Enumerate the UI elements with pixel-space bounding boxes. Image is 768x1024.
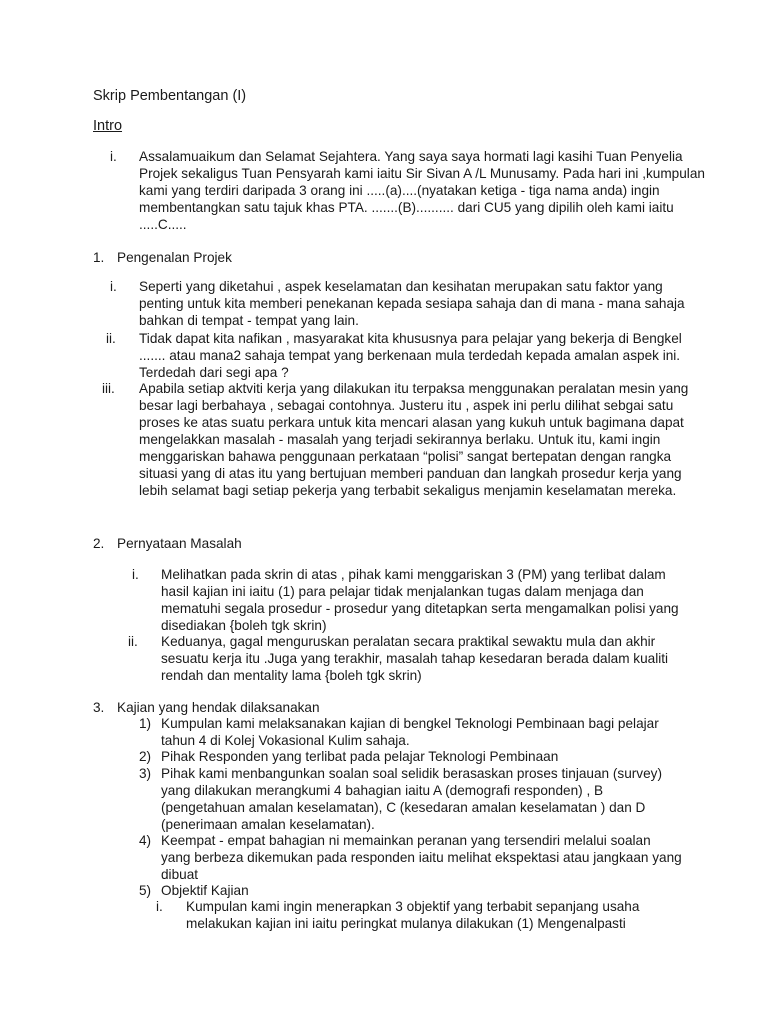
list-number: 4) xyxy=(139,833,152,848)
list-number: 5) xyxy=(139,883,152,898)
section-number: 1. xyxy=(93,250,105,265)
intro-heading: Intro xyxy=(93,118,123,134)
list-item xyxy=(93,278,693,329)
list-number: ii. xyxy=(106,331,116,346)
list-item xyxy=(93,330,693,381)
list-text: Keduanya, gagal menguruskan peralatan secara praktikal sewaktu mula dan akhir sesuatu kerja itu .Juga yang terakhir, masalah tahap kesedaran berada dalam kualiti rendah dan mentality lama {boleh tgk skrin) xyxy=(161,634,669,683)
list-text: Keempat - empat bahagian ni memainkan peranan yang tersendiri melalui soalan yang berbeza dikemukan pada responden iaitu melihat ekspektasi atau jangkaan yang dibuat xyxy=(161,833,682,882)
section-title: Pernyataan Masalah xyxy=(117,536,242,551)
list-text: Tidak dapat kita nafikan , masyarakat kita khususnya para pelajar yang bekerja di Bengkel ....... atau mana2 sahaja tempat yang berkenaan mula terdedah kepada amalan aspek ini. Terdedah dari segi apa ? xyxy=(139,331,682,380)
list-item xyxy=(93,832,693,883)
list-text: Kumpulan kami ingin menerapkan 3 objektif yang terbabit sepanjang usaha melakukan kajian ini iaitu peringkat mulanya dilakukan (1) Mengenalpasti xyxy=(186,899,640,931)
list-item xyxy=(93,633,693,684)
list-number: i. xyxy=(110,279,117,294)
section-title: Kajian yang hendak dilaksanakan xyxy=(117,700,320,715)
list-text: Assalamuaikum dan Selamat Sejahtera. Yang saya saya hormati lagi kasihi Tuan Penyelia Projek sekaligus Tuan Pensyarah kami iaitu Sir Sivan A /L Munusamy. Pada hari ini ,kumpulan kami yang terdiri daripada 3 orang ini .....(a)....(nyatakan ketiga - tiga nama anda) ingin membentangkan satu tajuk khas PTA. .......(B).......... dari CU5 yang dipilih oleh kami iaitu .....C..... xyxy=(139,149,705,232)
list-number: i. xyxy=(132,567,139,582)
section-heading-3 xyxy=(93,699,320,716)
list-text: Seperti yang diketahui , aspek keselamatan dan kesihatan merupakan satu faktor yang penting untuk kita memberi penekanan kepada sesiapa sahaja dan di mana - mana sahaja bahkan di tempat - tempat yang lain. xyxy=(139,279,685,328)
list-number: 3) xyxy=(139,766,152,781)
list-text: Objektif Kajian xyxy=(161,883,249,898)
list-item xyxy=(93,882,693,899)
list-item xyxy=(93,715,693,749)
list-text: Pihak Responden yang terlibat pada pelajar Teknologi Pembinaan xyxy=(161,749,559,764)
document-title: Skrip Pembentangan (I) xyxy=(93,88,247,104)
intro-item xyxy=(93,148,705,232)
list-number: i. xyxy=(110,149,117,164)
section-heading-1 xyxy=(93,249,232,266)
section-number: 3. xyxy=(93,700,105,715)
list-item xyxy=(93,748,693,765)
list-text: Melihatkan pada skrin di atas , pihak kami menggariskan 3 (PM) yang terlibat dalam hasil kajian ini iaitu (1) para pelajar tidak menjalankan tugas dalam menjaga dan mematuhi segala prosedur - prosedur yang ditetapkan serta mengamalkan polisi yang disediakan {boleh tgk skrin) xyxy=(161,567,679,633)
list-text: Apabila setiap aktviti kerja yang dilakukan itu terpaksa menggunakan peralatan mesin yang besar lagi berbahaya , sebagai contohnya. Justeru itu , aspek ini perlu dilihat sebgai satu proses ke atas suatu perkara untuk kita mencari alasan yang kukuh untuk bagimana dapat mengelakkan masalah - masalah yang terjadi sekirannya berlaku. Untuk itu, kami ingin menggariskan bahawa penggunaan perkataan “polisi” sangat bertepatan dengan rangka situasi yang di atas itu yang bertujuan memberi panduan dan langkah prosedur kerja yang lebih selamat bagi setiap pekerja yang terbabit sekaligus menjamin keselamatan mereka. xyxy=(139,381,689,498)
list-number: 2) xyxy=(139,749,152,764)
section-title: Pengenalan Projek xyxy=(117,250,232,265)
list-text: Kumpulan kami melaksanakan kajian di bengkel Teknologi Pembinaan bagi pelajar tahun 4 di Kolej Vokasional Kulim sahaja. xyxy=(161,716,659,748)
section-number: 2. xyxy=(93,536,105,551)
list-item xyxy=(93,380,693,520)
list-number: ii. xyxy=(128,634,138,649)
list-number: i. xyxy=(156,899,163,914)
list-text: Pihak kami menbangunkan soalan soal selidik berasaskan proses tinjauan (survey) yang dilakukan merangkumi 4 bahagian iaitu A (demografi responden) , B (pengetahuan amalan keselamatan), C (kesedaran amalan keselamatan ) dan D (penerimaan amalan keselamatan). xyxy=(161,766,662,832)
section-heading-2 xyxy=(93,535,242,552)
list-number: 1) xyxy=(139,716,152,731)
list-item xyxy=(93,898,693,932)
list-item xyxy=(93,566,693,634)
list-number: iii. xyxy=(102,381,115,396)
list-item xyxy=(93,765,693,833)
